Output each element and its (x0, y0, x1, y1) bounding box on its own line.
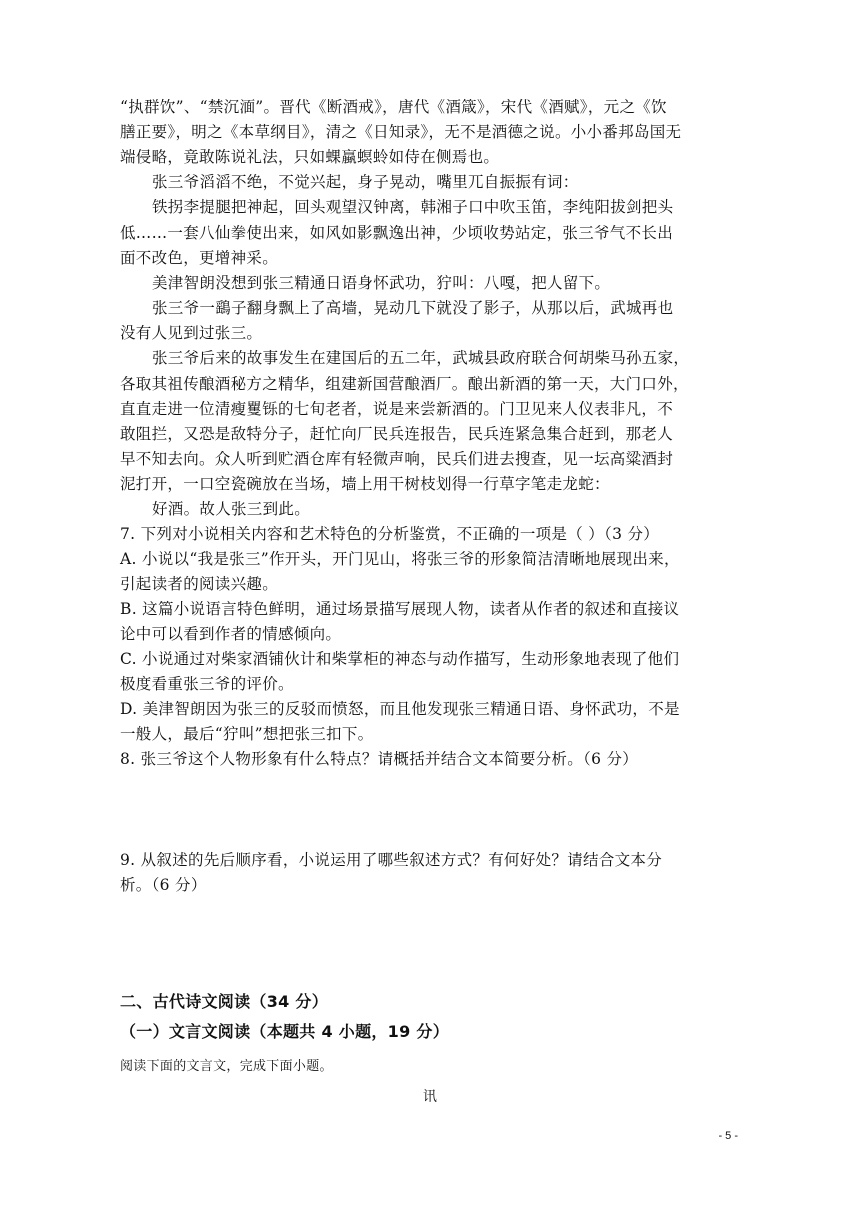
option-c: C. 小说通过对柴家酒铺伙计和柴掌柜的神态与动作描写，生动形象地表现了他们 (120, 650, 680, 668)
option-b: B. 这篇小说语言特色鲜明，通过场景描写展现人物，读者从作者的叙述和直接议 (120, 600, 680, 618)
page-number: - 5 - (718, 1130, 738, 1142)
passage-line: 好酒。故人张三到此。 (152, 500, 311, 518)
passage-line: 各取其祖传酿酒秘方之精华，组建新国营酿酒厂。酿出新酒的第一天，大门口外， (120, 375, 689, 393)
section-subtitle: （一）文言文阅读（本题共 4 小题，19 分） (120, 1022, 450, 1041)
option-a-cont: 引起读者的阅读兴趣。 (120, 575, 279, 593)
passage-line: 美津智朗没想到张三精通日语身怀武功，狞叫：八嘎，把人留下。 (152, 274, 611, 292)
question-9: 9. 从叙述的先后顺序看，小说运用了哪些叙述方式？有何好处？请结合文本分 (120, 851, 663, 869)
section-instruction: 阅读下面的文言文，完成下面小题。 (120, 1059, 333, 1074)
passage-line: 直直走进一位清瘦矍铄的七旬老者，说是来尝新酒的。门卫见来人仪表非凡，不 (120, 400, 674, 418)
passage-line: 张三爷滔滔不绝，不觉兴起，身子晃动，嘴里兀自振振有词： (152, 173, 579, 191)
passage-line: 低……一套八仙拳使出来，如风如影飘逸出神，少顷收势站定，张三爷气不长出 (120, 224, 674, 242)
passage-line: 敢阻拦，又恐是敌特分子，赶忙向厂民兵连报告，民兵连紧急集合赶到，那老人 (120, 425, 674, 443)
passage-line: 没有人见到过张三。 (120, 324, 263, 342)
option-c-cont: 极度看重张三爷的评价。 (120, 675, 294, 693)
option-d: D. 美津智朗因为张三的反驳而愤怒，而且他发现张三精通日语、身怀武功，不是 (120, 700, 680, 718)
question-9-cont: 析。（6 分） (120, 876, 207, 894)
passage-line: “执群饮”、“禁沉湎”。晋代《断酒戒》，唐代《酒箴》，宋代《酒赋》，元之《饮 (120, 98, 667, 116)
passage-line: 膳正要》，明之《本草纲目》，清之《日知录》，无不是酒德之说。小小番邦岛国无 (120, 123, 682, 141)
question-7: 7. 下列对小说相关内容和艺术特色的分析鉴赏，不正确的一项是（ ）（3 分） (120, 525, 660, 543)
passage-line: 张三爷一鷂子翻身飘上了高墙，晃动几下就没了影子，从那以后，武城再也 (152, 299, 674, 317)
article-title: 讯 (422, 1089, 438, 1105)
option-a: A. 小说以“我是张三”作开头，开门见山，将张三爷的形象简洁清晰地展现出来， (120, 550, 680, 568)
question-8: 8. 张三爷这个人物形象有什么特点？请概括并结合文本简要分析。（6 分） (120, 750, 639, 768)
passage-line: 张三爷后来的故事发生在建国后的五二年，武城县政府联合何胡柴马孙五家， (152, 349, 690, 367)
passage-line: 铁拐李提腿把神起，回头观望汉钟离，韩湘子口中吹玉笛，李纯阳拔剑把头 (152, 198, 674, 216)
passage-line: 面不改色，更增神采。 (120, 249, 279, 267)
option-b-cont: 论中可以看到作者的情感倾向。 (120, 625, 342, 643)
passage-line: 早不知去向。众人听到贮酒仓库有轻微声响，民兵们进去搜查，见一坛高粱酒封 (120, 450, 674, 468)
section-title: 二、古代诗文阅读（34 分） (120, 992, 329, 1011)
passage-line: 泥打开，一口空瓷碗放在当场，墙上用干树枝划得一行草字笔走龙蛇： (120, 475, 610, 493)
option-d-cont: 一般人，最后“狞叫”想把张三扣下。 (120, 725, 374, 743)
passage-line: 端侵略，竟敢陈说礼法，只如蜾蠃螟蛉如侍在侧焉也。 (120, 148, 500, 166)
